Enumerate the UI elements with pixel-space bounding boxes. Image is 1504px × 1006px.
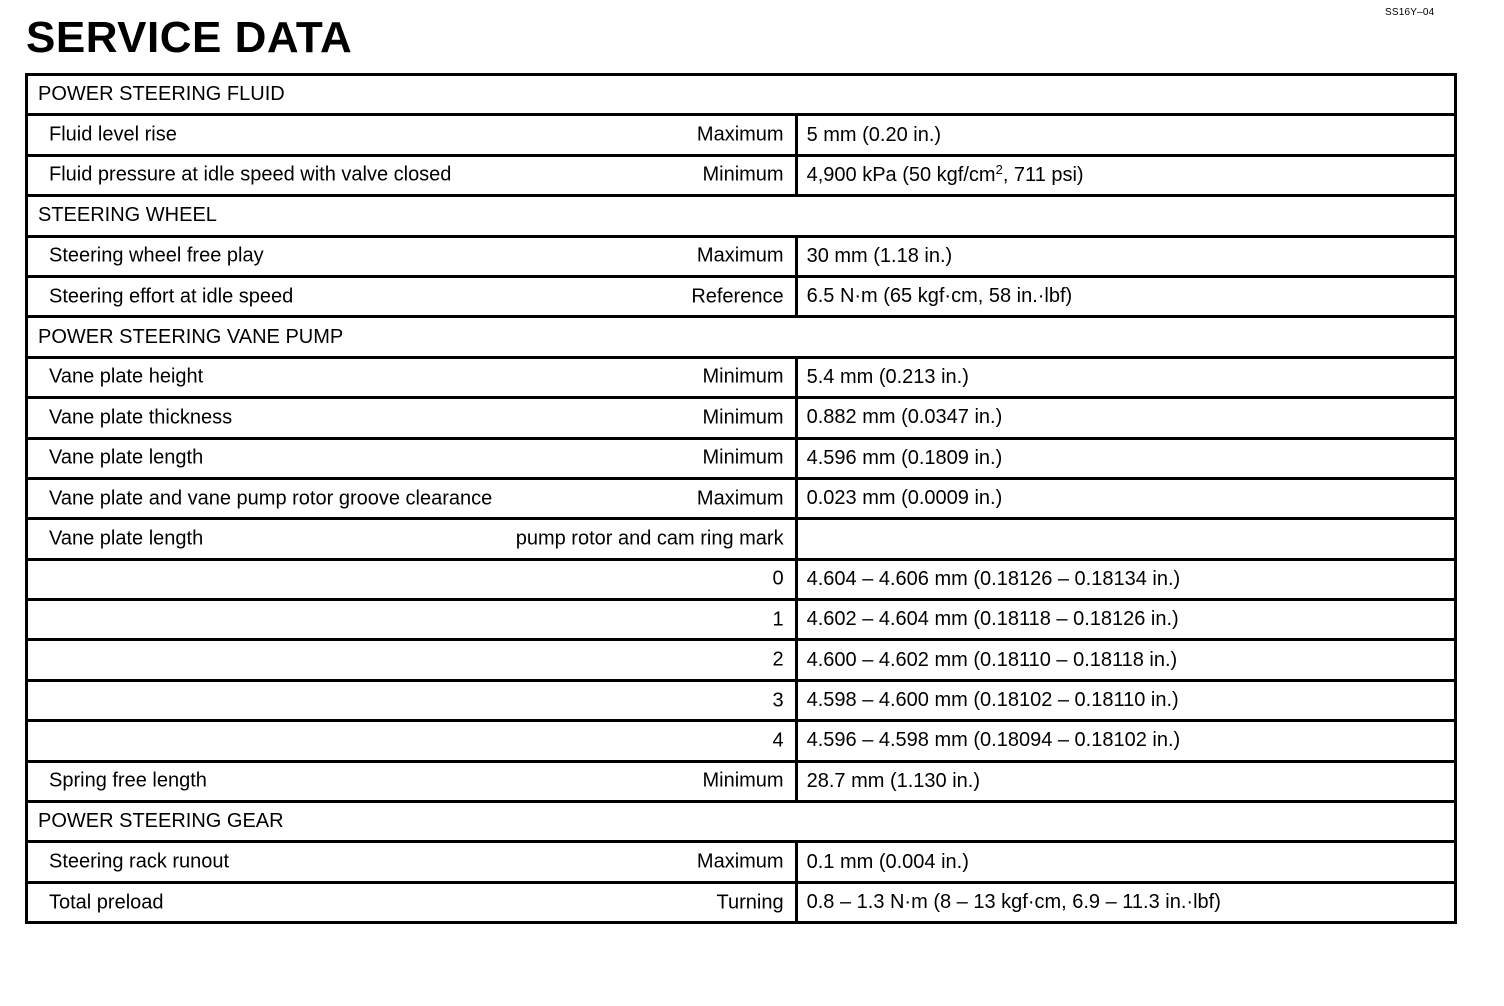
spec-condition: Minimum [702, 365, 784, 388]
spec-value: 30 mm (1.18 in.) [796, 236, 1455, 276]
spec-label: Total preload [49, 891, 164, 913]
table-row [27, 276, 1456, 316]
spec-item-cell [27, 761, 797, 801]
spec-label: Vane plate length [49, 446, 204, 469]
spec-label: Vane plate thickness [49, 406, 233, 429]
spec-value: 0.023 mm (0.0009 in.) [796, 478, 1455, 518]
table-row [27, 842, 1456, 882]
spec-condition: Maximum [696, 123, 784, 146]
spec-condition: Minimum [702, 446, 784, 469]
spec-value: 4.600 – 4.602 mm (0.18110 – 0.18118 in.) [796, 640, 1455, 680]
spec-value: 4.602 – 4.604 mm (0.18118 – 0.18126 in.) [796, 600, 1455, 640]
table-row [27, 155, 1456, 195]
table-row [27, 721, 1456, 761]
spec-value: 28.7 mm (1.130 in.) [796, 761, 1455, 801]
spec-value: 0.1 mm (0.004 in.) [796, 842, 1455, 882]
section-header-row [27, 802, 1456, 842]
table-row [27, 600, 1456, 640]
spec-label: Vane plate and vane pump rotor groove clearance [49, 487, 493, 510]
spec-value: 4.604 – 4.606 mm (0.18126 – 0.18134 in.) [796, 559, 1455, 599]
spec-item-cell [27, 438, 797, 478]
table-row [27, 680, 1456, 720]
service-data-table [25, 73, 1457, 924]
section-header-row [27, 317, 1456, 357]
spec-label: Steering effort at idle speed [49, 285, 294, 308]
spec-value-main: 4,900 kPa (50 kgf/cm [806, 163, 996, 186]
spec-label: Steering wheel free play [49, 244, 264, 267]
spec-condition: 0 [772, 567, 784, 590]
table-row [27, 115, 1456, 155]
spec-condition: pump rotor and cam ring mark [515, 527, 784, 550]
table-row [27, 761, 1456, 801]
spec-condition: Maximum [696, 850, 784, 873]
table-row [27, 438, 1456, 478]
spec-condition: Maximum [696, 244, 784, 267]
spec-condition: Minimum [702, 163, 784, 186]
section-header-row [27, 75, 1456, 115]
section-header-row [27, 196, 1456, 236]
spec-item-cell [27, 357, 797, 397]
spec-condition: 4 [772, 729, 784, 752]
document-code: SS16Y–04 [1385, 7, 1435, 18]
spec-condition: Turning [716, 891, 784, 913]
spec-value: 4.596 mm (0.1809 in.) [796, 438, 1455, 478]
spec-value-superscript: 2 [995, 161, 1003, 177]
spec-label: Fluid pressure at idle speed with valve closed [49, 163, 452, 186]
spec-value: 0.8 – 1.3 N·m (8 – 13 kgf·cm, 6.9 – 11.3 in.·lbf) [796, 882, 1455, 922]
spec-condition: Reference [691, 285, 784, 308]
table-row [27, 519, 1456, 559]
spec-item-cell [27, 115, 797, 155]
spec-value: 4.596 – 4.598 mm (0.18094 – 0.18102 in.) [796, 721, 1455, 761]
spec-item-cell [27, 519, 797, 559]
spec-label: Vane plate height [49, 365, 204, 388]
spec-item-cell [27, 398, 797, 438]
table-row [27, 398, 1456, 438]
spec-value: 6.5 N·m (65 kgf·cm, 58 in.·lbf) [796, 276, 1455, 316]
table-row [27, 559, 1456, 599]
spec-condition: Minimum [702, 406, 784, 429]
table-row [27, 236, 1456, 276]
spec-condition: 3 [772, 689, 784, 712]
section-heading: STEERING WHEEL [27, 196, 1456, 236]
section-heading: POWER STEERING FLUID [27, 75, 1456, 115]
spec-value: 5.4 mm (0.213 in.) [796, 357, 1455, 397]
spec-item-cell [27, 882, 797, 922]
spec-value-tail: , 711 psi) [1002, 163, 1084, 186]
table-row [27, 478, 1456, 518]
spec-item-cell [27, 842, 797, 882]
spec-label: Steering rack runout [49, 850, 230, 873]
spec-value [796, 155, 1455, 195]
section-heading: POWER STEERING GEAR [27, 802, 1456, 842]
spec-value: 0.882 mm (0.0347 in.) [796, 398, 1455, 438]
spec-condition: Minimum [702, 769, 784, 792]
spec-condition: Maximum [696, 487, 784, 510]
table-row [27, 640, 1456, 680]
spec-item-cell [27, 155, 797, 195]
spec-item-cell [27, 559, 797, 599]
section-heading: POWER STEERING VANE PUMP [27, 317, 1456, 357]
spec-condition: 2 [772, 648, 784, 671]
spec-item-cell [27, 236, 797, 276]
spec-value: 5 mm (0.20 in.) [796, 115, 1455, 155]
spec-label: Vane plate length [49, 527, 204, 550]
spec-label: Fluid level rise [49, 123, 177, 146]
spec-value: 4.598 – 4.600 mm (0.18102 – 0.18110 in.) [796, 680, 1455, 720]
spec-value [796, 519, 1455, 559]
table-row [27, 357, 1456, 397]
spec-item-cell [27, 680, 797, 720]
spec-item-cell [27, 640, 797, 680]
spec-item-cell [27, 276, 797, 316]
spec-label: Spring free length [49, 769, 207, 792]
spec-item-cell [27, 600, 797, 640]
spec-item-cell [27, 721, 797, 761]
table-row [27, 882, 1456, 922]
spec-item-cell [27, 478, 797, 518]
spec-condition: 1 [772, 608, 784, 631]
page-title: SERVICE DATA [26, 13, 353, 62]
